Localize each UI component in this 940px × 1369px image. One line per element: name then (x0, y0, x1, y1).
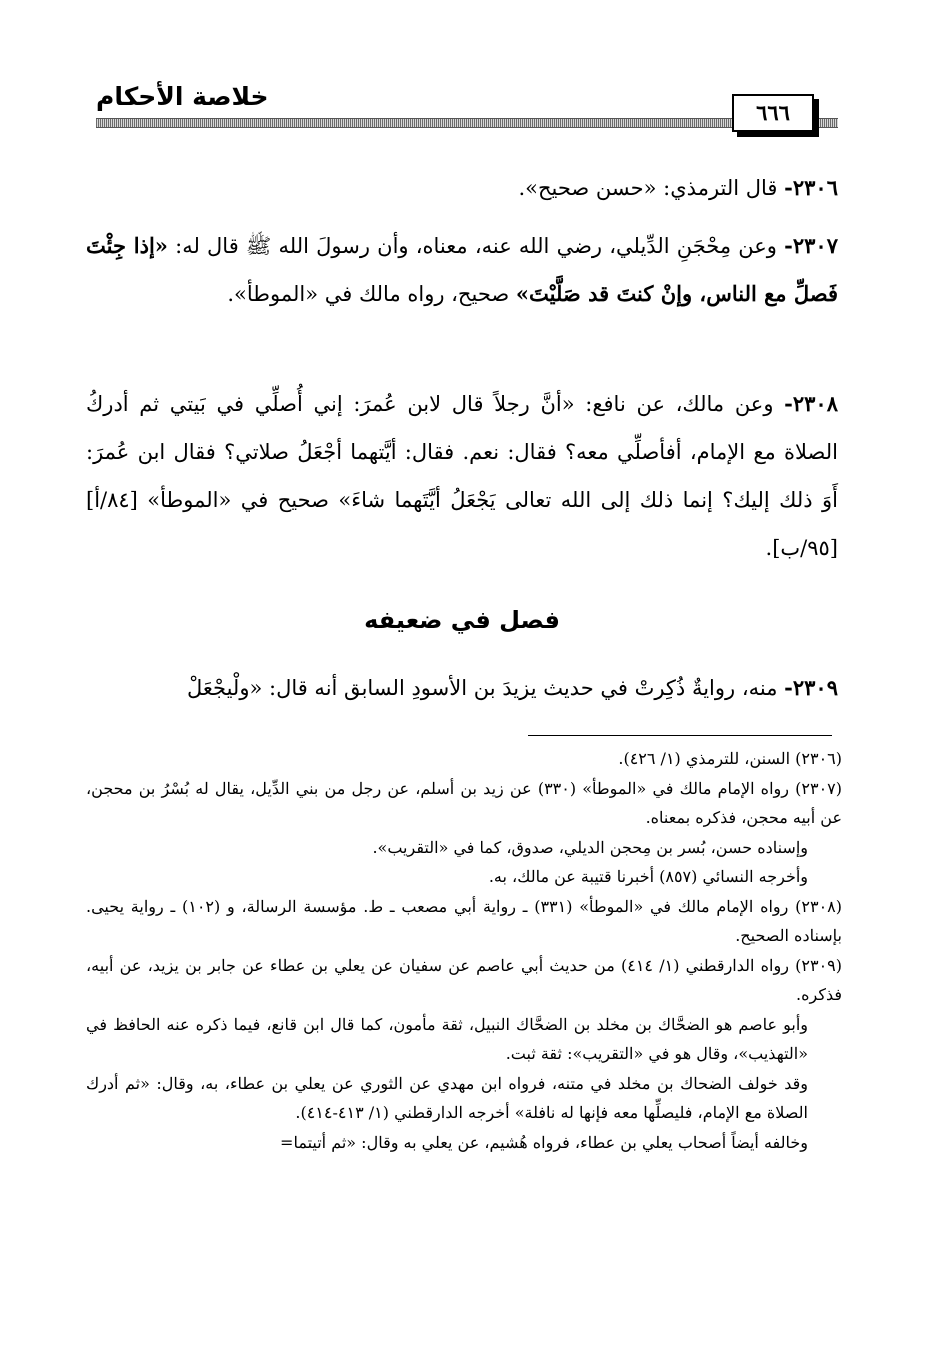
footnote: (٢٣٠٩) رواه الدارقطني (١/ ٤١٤) من حديث أبي عاصم عن سفيان عن يعلي بن عطاء عن جابر بن يزيد، عن أبيه، فذكره. (86, 955, 842, 1004)
paragraph-number: ٢٣٠٩- (784, 675, 838, 700)
paragraph-2307 (86, 222, 838, 318)
footnote: وقد خولف الضحاك بن مخلد في متنه، فرواه ابن مهدي عن الثوري عن يعلي بن عطاء، به، وقال: «ثم أدرك الصلاة مع الإمام، فليصلِّها معه فإنها له نافلة» أخرجه الدارقطني (١/ ٤١٣-٤١٤). (86, 1073, 808, 1122)
page-header (96, 82, 838, 134)
paragraph-text: منه، روايةٌ ذُكِرتْ في حديث يزيدَ بن الأسودِ السابق أنه قال: «ولْيجْعَلْ (187, 676, 785, 700)
paragraph-text: صحيح، رواه مالك في «الموطأ». (227, 282, 516, 306)
paragraph-number: ٢٣٠٨- (784, 391, 838, 416)
paragraph-text: وعن مِحْجَنِ الدِّيلي، رضي الله عنه، معناه، وأن رسولَ الله ﷺ قال له: (167, 234, 785, 258)
paragraph-number: ٢٣٠٦- (784, 175, 838, 200)
footnotes (86, 744, 842, 1157)
paragraph-number: ٢٣٠٧- (784, 233, 838, 258)
paragraph-text: قال الترمذي: «حسن صحيح». (518, 176, 785, 200)
footnote-separator (528, 735, 832, 736)
paragraph-2308 (86, 380, 838, 572)
book-title: خلاصة الأحكام (96, 82, 269, 111)
hadith-quote: «إذا جِئْتَ فَصلِّ مع الناس، وإنْ كنتَ قد صَلَّيْتَ» (86, 233, 838, 306)
page-number: ٦٦٦ (732, 94, 814, 132)
paragraph-text: وعن مالك، عن نافع: «أنَّ رجلاً قال لابن عُمرَ: إني أُصلِّي في بَيتي ثم أدركُ الصلاة مع الإمام، أفأصلِّي معه؟ فقال: نعم. فقال: أيَّتهما أجْعَلُ صلاتي؟ فقال ابن عُمرَ: أَوَ ذلك إليك؟ إنما ذلك إلى الله تعالى يَجْعَلُ أيَّتَهما شاءَ» صحيح في «الموطأ» [٨٤/أ] [٩٥/ب]. (86, 392, 838, 560)
footnote: (٢٣٠٨) رواه الإمام مالك في «الموطأ» (٣٣١) ـ رواية أبي مصعب ـ ط. مؤسسة الرسالة، و (١٠٢) ـ رواية يحيى. بإسناده الصحيح. (86, 896, 843, 945)
footnote: (٢٣٠٧) رواه الإمام مالك في «الموطأ» (٣٣٠) عن زيد بن أسلم، عن رجل من بني الدِّيل، يقال له بُسْرُ بن محجن، عن أبيه محجن، فذكره بمعناه. (86, 778, 843, 827)
paragraph-2309 (86, 664, 838, 712)
header-rule (96, 118, 838, 128)
footnote: وخالفه أيضاً أصحاب يعلي بن عطاء، فرواه هُشيم، عن يعلي به وقال: «ثم أتيتما= (280, 1132, 808, 1152)
footnote: (٢٣٠٦) السنن، للترمذي (١/ ٤٢٦). (618, 749, 842, 768)
footnote: وإسناده حسن، بُسر بن مِحجن الديلي، صدوق، كما في «التقريب». (372, 837, 808, 857)
section-heading: فصل في ضعيفه (364, 606, 560, 634)
footnote: وأخرجه النسائي (٨٥٧) أخبرنا قتيبة عن مالك، به. (488, 867, 808, 886)
footnote: وأبو عاصم هو الضحَّاك بن مخلد بن الضحَّاك النبيل، ثقة مأمون، كما قال ابن قانع، فيما ذكره عنه الحافظ في «التهذيب»، وقال هو في «التقريب»: ثقة ثبت. (86, 1014, 808, 1063)
paragraph-2306 (86, 164, 838, 212)
